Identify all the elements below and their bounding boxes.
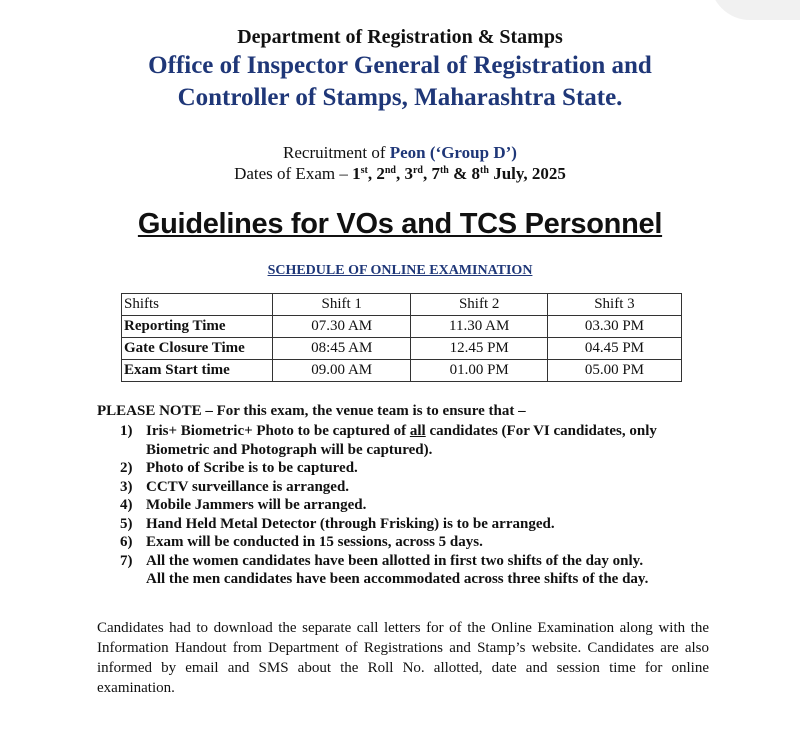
table-cell: 05.00 PM [547,360,681,382]
table-cell: 01.00 PM [411,360,547,382]
list-item-text: CCTV surveillance is arranged. [146,478,350,495]
table-cell: 07.30 AM [273,316,411,338]
table-header-cell: Shift 1 [273,294,411,316]
dates-suffix: July, 2025 [488,164,566,183]
guidelines-title: Guidelines for VOs and TCS Personnel [137,208,663,240]
list-item-number: 6) [120,534,133,550]
row-label: Gate Closure Time [122,338,273,360]
dates-sep-3: , [422,164,432,183]
date-5-suffix: th [480,165,489,176]
list-item-text: Mobile Jammers will be arranged. [146,497,367,513]
table-row [122,360,682,382]
closing-paragraph: Candidates had to download the separate call letters for of the Online Examination along with the Information Handout from Department of Registrations and Stamp’s website. Candidates are also informed by email and SMS about the Roll No. allotted, date and session time for online examination. [97,620,709,696]
list-item-number: 7) [120,552,133,569]
table-header-cell: Shift 3 [547,294,681,316]
table-cell: 08:45 AM [273,338,411,360]
exam-dates-line [0,164,800,184]
table-header-cell: Shift 2 [411,294,547,316]
list-item-text: Exam will be conducted in 15 sessions, across 5 days. [146,534,483,550]
row-label: Reporting Time [122,316,273,338]
list-item-number: 2) [120,460,133,476]
row-label: Exam Start time [122,360,273,382]
schedule-table [121,293,682,382]
dates-sep-1: , [367,164,377,183]
dates-sep-4: & [448,164,472,183]
list-item-text: Photo of Scribe is to be captured. [146,460,358,476]
list-item [120,552,720,589]
department-heading: Department of Registration & Stamps [237,26,563,48]
date-5: 8 [471,164,481,183]
list-item [120,515,720,534]
table-row [122,316,682,338]
dates-prefix: Dates of Exam – [234,164,353,183]
date-1: 1 [352,164,361,183]
table-cell: 12.45 PM [411,338,547,360]
list-item-number: 3) [120,478,133,495]
list-item [120,478,720,497]
recruitment-line [0,143,800,163]
dates-sep-2: , [395,164,405,183]
date-4-suffix: th [439,165,449,176]
list-item-text-part: candidates (For VI candidates, only Biometric and Photograph will be captured). [146,423,657,458]
underlined-all: all [409,423,426,439]
list-item-number: 1) [120,423,133,439]
list-item-text-part: Iris+ Biometric+ Photo to be captured of [146,423,410,439]
table-header-row [122,294,682,316]
instructions-list [120,422,720,589]
list-item-text: Hand Held Metal Detector (through Frisking) is to be arranged. [146,515,555,532]
please-note-heading: PLEASE NOTE – For this exam, the venue team is to ensure that – [97,403,526,419]
table-cell: 11.30 AM [411,316,547,338]
date-3: 3 [404,164,413,183]
list-item [120,496,720,515]
table-cell: 03.30 PM [547,316,681,338]
schedule-title: SCHEDULE OF ONLINE EXAMINATION [267,263,533,278]
date-4: 7 [431,164,440,183]
list-item-text: All the women candidates have been allotted in first two shifts of the day only. All the men candidates have been accommodated across three shifts of the day. [146,552,649,587]
corner-shade [710,0,800,20]
date-2-suffix: nd [384,165,396,176]
date-1-suffix: st [360,165,368,176]
office-title-line-1: Office of Inspector General of Registration and [148,52,652,79]
recruitment-post: Peon (‘Group D’) [389,143,517,162]
table-row [122,338,682,360]
list-item-text [146,422,657,459]
date-3-suffix: rd [412,165,423,176]
list-item-number: 4) [120,497,133,513]
list-item [120,459,720,478]
table-cell: 09.00 AM [273,360,411,382]
office-title-line-2: Controller of Stamps, Maharashtra State. [177,84,623,111]
table-header-cell: Shifts [122,294,273,316]
table-cell: 04.45 PM [547,338,681,360]
list-item [120,533,720,552]
recruitment-prefix: Recruitment of [283,143,390,162]
list-item [120,422,720,459]
date-2: 2 [376,164,385,183]
list-item-number: 5) [120,515,133,532]
